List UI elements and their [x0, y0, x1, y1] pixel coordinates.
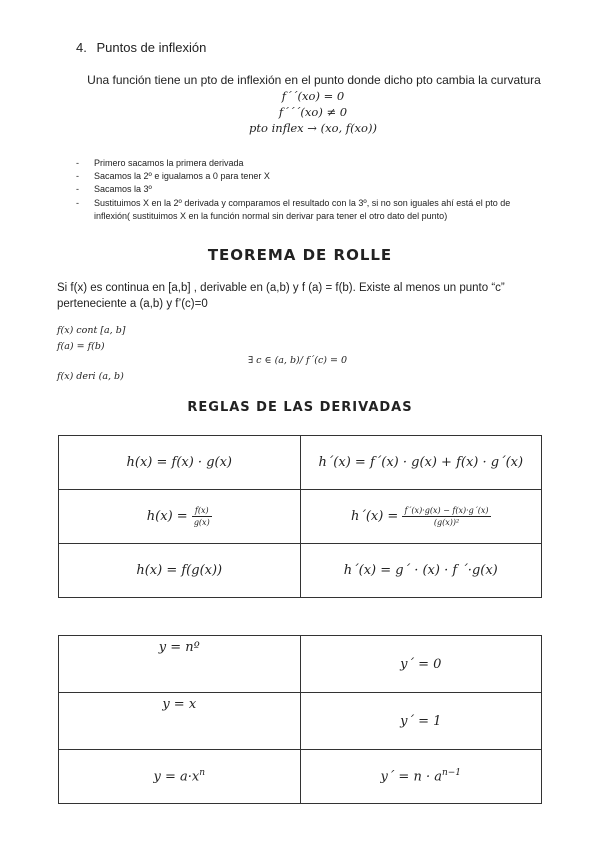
- formula-second-derivative: f´´(xo) = 0: [281, 89, 345, 103]
- constant-function: y = nº: [59, 636, 301, 693]
- product-rule-derivative: h´(x) = f´(x) · g(x) + f(x) · g´(x): [300, 436, 542, 490]
- identity-derivative: y´ = 1: [300, 693, 542, 750]
- list-item: - Primero sacamos la primera derivada: [76, 157, 546, 170]
- rolle-statement: Si f(x) es continua en [a,b] , derivable en (a,b) y f (a) = f(b). Existe al menos un punto “c” perteneciente a (a,b) y f’(c)=0: [57, 282, 505, 310]
- power-function-base: y = a·x: [153, 769, 200, 785]
- quotient-rule-function: [59, 490, 301, 544]
- basic-derivatives-table: [58, 635, 542, 804]
- rolle-condition-derivable: f(x) deri (a, b): [57, 371, 124, 382]
- section-heading: [76, 40, 206, 55]
- rolle-condition-continuous: f(x) cont [a, b]: [57, 325, 126, 336]
- chain-rule-derivative: h´(x) = g´ · (x) · f ´·g(x): [300, 544, 542, 598]
- formula-inflection-point: pto inflex → (xo, f(xo)): [249, 121, 377, 135]
- power-function: [59, 750, 301, 804]
- power-derivative: [300, 750, 542, 804]
- fraction-numerator: f´(x)·g(x) − f(x)·g´(x): [404, 506, 489, 515]
- table-row: [59, 636, 542, 693]
- list-item: - Sacamos la 3º: [76, 183, 546, 196]
- derivative-rules-table: [58, 435, 542, 598]
- power-derivative-exponent: n−1: [441, 768, 462, 779]
- quotient-rule-derivative: [300, 490, 542, 544]
- power-function-exponent: n: [199, 768, 205, 779]
- table-row: [59, 436, 542, 490]
- product-rule-function: h(x) = f(x) · g(x): [59, 436, 301, 490]
- section-number: 4.: [76, 40, 87, 55]
- fraction-denominator: (g(x))²: [433, 518, 460, 527]
- quotient-right-fraction: [402, 505, 490, 528]
- rolle-existence: ∃ c ∈ (a, b)/ f´(c) = 0: [248, 355, 348, 366]
- fraction-denominator: g(x): [193, 518, 210, 527]
- table-row: [59, 693, 542, 750]
- formula-third-derivative: f´´´(xo) ≠ 0: [278, 105, 348, 119]
- list-item: - Sacamos la 2º e igualamos a 0 para tener X: [76, 170, 546, 183]
- list-item: - Sustituimos X en la 2º derivada y comparamos el resultado con la 3º, si no son iguales ahí está el pto de inflexión( sustituimos X en la función normal sin derivar para tener el otro dato del punto): [76, 197, 546, 223]
- rolle-title: TEOREMA DE ROLLE: [207, 246, 393, 264]
- quotient-left-prefix: h(x) =: [146, 509, 188, 524]
- power-derivative-base: y´ = n · a: [380, 769, 442, 785]
- table-row: [59, 750, 542, 804]
- quotient-right-prefix: h´(x) =: [350, 509, 399, 524]
- intro-text: Una función tiene un pto de inflexión en el punto donde dicho pto cambia la curvatura: [87, 73, 541, 87]
- fraction-numerator: f(x): [192, 505, 212, 517]
- steps-list: [76, 157, 546, 223]
- quotient-left-fraction: [192, 505, 212, 528]
- section-title: Puntos de inflexión: [96, 40, 207, 55]
- reglas-title: REGLAS DE LAS DERIVADAS: [187, 400, 413, 415]
- constant-derivative: y´ = 0: [300, 636, 542, 693]
- chain-rule-function: h(x) = f(g(x)): [59, 544, 301, 598]
- identity-function: y = x: [59, 693, 301, 750]
- rolle-condition-equal: f(a) = f(b): [57, 341, 105, 352]
- table-row: [59, 544, 542, 598]
- table-row: [59, 490, 542, 544]
